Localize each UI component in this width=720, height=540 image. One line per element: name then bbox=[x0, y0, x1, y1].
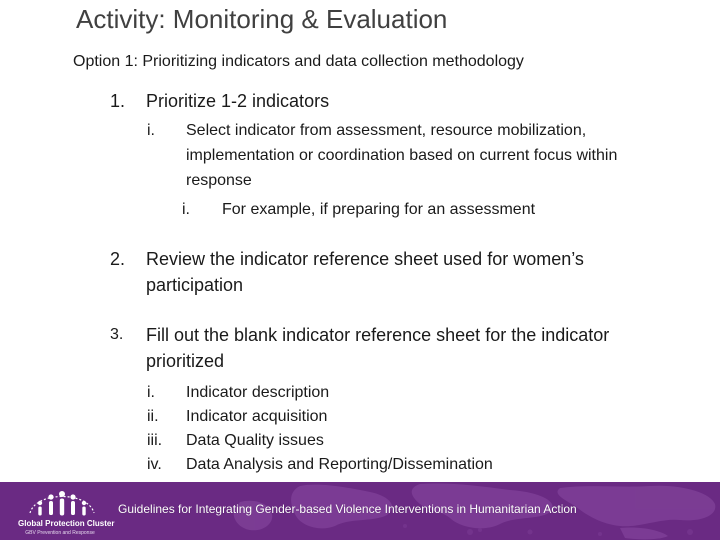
sub-item-1-i-line3: response bbox=[186, 172, 252, 189]
sub-item-3-i-number: i. bbox=[147, 384, 155, 401]
list-item-2-number: 2. bbox=[110, 249, 126, 269]
sub-item-3-iii-text: Data Quality issues bbox=[186, 432, 324, 449]
list-item-2-line1: Review the indicator reference sheet used for women’s bbox=[146, 249, 584, 269]
list-item-3-number: 3. bbox=[110, 326, 124, 343]
list-item-3-line2: prioritized bbox=[146, 351, 225, 371]
list-item-3-text bbox=[146, 322, 609, 374]
list-item-1 bbox=[110, 88, 690, 114]
sub-item-3-ii bbox=[147, 404, 647, 428]
global-protection-cluster-logo bbox=[18, 485, 115, 539]
slide-title: Activity: Monitoring & Evaluation bbox=[76, 4, 448, 34]
sub-item-3-iv bbox=[147, 452, 647, 476]
footer-band bbox=[0, 482, 720, 540]
slide-subtitle: Option 1: Prioritizing indicators and data collection methodology bbox=[73, 53, 524, 70]
footer-guidelines-text: Guidelines for Integrating Gender-based Violence Interventions in Humanitarian Action bbox=[118, 502, 577, 516]
list-item-1-number: 1. bbox=[110, 91, 126, 111]
sub-item-3-iv-number: iv. bbox=[147, 456, 162, 473]
sub-sub-item-1-i-i bbox=[182, 197, 682, 222]
sub-item-3-ii-number: ii. bbox=[147, 408, 159, 425]
sub-item-1-i-line2: implementation or coordination based on current focus within bbox=[186, 147, 618, 164]
logo-name: Global Protection Cluster bbox=[18, 519, 115, 528]
list-item-3 bbox=[110, 322, 690, 374]
sub-item-1-i-line1: Select indicator from assessment, resource mobilization, bbox=[186, 122, 587, 139]
sub-item-1-i-number: i. bbox=[147, 122, 155, 139]
sub-sub-item-number: i. bbox=[182, 201, 190, 218]
sub-item-3-iv-text: Data Analysis and Reporting/Dissemination bbox=[186, 456, 493, 473]
sub-item-1-i-text bbox=[186, 118, 617, 193]
logo-subtitle: GBV Prevention and Response bbox=[25, 530, 95, 536]
sub-item-3-ii-text: Indicator acquisition bbox=[186, 408, 328, 425]
sub-sub-item-text: For example, if preparing for an assessment bbox=[222, 201, 536, 218]
list-item-2 bbox=[110, 246, 690, 298]
sub-item-3-iii bbox=[147, 428, 647, 452]
sub-item-3-i-text: Indicator description bbox=[186, 384, 330, 401]
list-item-1-text: Prioritize 1-2 indicators bbox=[146, 91, 330, 111]
sub-item-3-iii-number: iii. bbox=[147, 432, 163, 449]
list-item-3-line1: Fill out the blank indicator reference sheet for the indicator bbox=[146, 325, 610, 345]
sub-item-3-i bbox=[147, 380, 647, 404]
people-logo-icon bbox=[18, 485, 102, 519]
list-item-2-text bbox=[146, 246, 584, 298]
list-item-2-line2: participation bbox=[146, 275, 244, 295]
sub-item-1-i bbox=[147, 118, 707, 193]
